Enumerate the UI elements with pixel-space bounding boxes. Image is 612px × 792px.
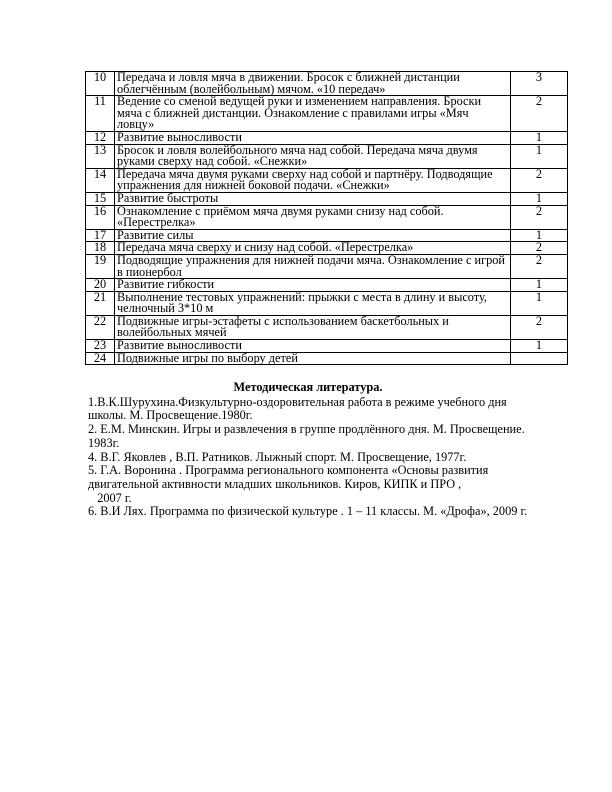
- row-topic: Передача мяча двумя руками сверху над собой и партнёру. Подводящие упражнения для нижней боковой подачи. «Снежки»: [115, 168, 511, 192]
- row-hours: 2: [511, 315, 568, 339]
- row-hours: 2: [511, 96, 568, 132]
- row-hours: 2: [511, 168, 568, 192]
- row-topic: Развитие быстроты: [115, 192, 511, 205]
- row-number: 11: [86, 96, 115, 132]
- row-topic: Развитие гибкости: [115, 279, 511, 292]
- literature-item-1: 1.В.К.Шурухина.Физкультурно-оздоровительная работа в режиме учебного дня школы. М. Просвещение.1980г.: [88, 394, 507, 423]
- row-number: 13: [86, 144, 115, 168]
- row-topic: Подводящие упражнения для нижней подачи мяча. Ознакомление с игрой в пионербол: [115, 254, 511, 278]
- row-topic: Передача и ловля мяча в движении. Бросок с ближней дистанции облегчённым (волейбольным) мячом. «10 передач»: [115, 72, 511, 96]
- row-hours: 1: [511, 144, 568, 168]
- literature-item-2: 2. Е.М. Минскин. Игры и развлечения в группе продлённого дня. М. Просвещение. 1983г.: [88, 422, 525, 450]
- row-hours: 1: [511, 131, 568, 144]
- row-number: 24: [86, 352, 115, 365]
- table-row: [86, 144, 568, 168]
- literature-item-5: 5. Г.А. Воронина . Программа регионального компонента «Основы развития двигательной активности младших школьников. Киров, КИПК и ПРО ,: [88, 463, 489, 491]
- row-hours: 1: [511, 229, 568, 242]
- row-hours: 2: [511, 254, 568, 278]
- row-topic: Выполнение тестовых упражнений: прыжки с места в длину и высоту, челночный 3*10 м: [115, 291, 511, 315]
- row-hours: 1: [511, 340, 568, 353]
- row-topic: Ознакомление с приёмом мяча двумя руками снизу над собой. «Перестрелка»: [115, 205, 511, 229]
- row-number: 15: [86, 192, 115, 205]
- row-topic: Передача мяча сверху и снизу над собой. «Перестрелка»: [115, 242, 511, 255]
- table-row: [86, 254, 568, 278]
- row-hours: 2: [511, 205, 568, 229]
- row-number: 21: [86, 291, 115, 315]
- table-row: [86, 291, 568, 315]
- methodical-literature-section: [88, 381, 528, 519]
- literature-title: Методическая литература.: [233, 380, 383, 394]
- row-topic: Подвижные игры-эстафеты с использованием баскетбольных и волейбольных мячей: [115, 315, 511, 339]
- literature-item-5-year: 2007 г.: [88, 490, 132, 505]
- row-number: 18: [86, 242, 115, 255]
- row-number: 14: [86, 168, 115, 192]
- row-topic: Ведение со сменой ведущей руки и изменением направления. Броски мяча с ближней дистанции. Ознакомление с правилами игры «Мяч ловцу»: [115, 96, 511, 132]
- table-row: [86, 72, 568, 96]
- row-number: 20: [86, 279, 115, 292]
- table-row: [86, 96, 568, 132]
- row-hours: 1: [511, 291, 568, 315]
- row-number: 23: [86, 340, 115, 353]
- row-topic: Бросок и ловля волейбольного мяча над собой. Передача мяча двумя руками сверху над собой. «Снежки»: [115, 144, 511, 168]
- row-topic: Развитие выносливости: [115, 131, 511, 144]
- row-number: 19: [86, 254, 115, 278]
- literature-item-6: 6. В.И Лях. Программа по физической культуре . 1 – 11 классы. М. «Дрофа», 2009 г.: [88, 504, 528, 519]
- row-number: 10: [86, 72, 115, 96]
- row-topic: Развитие силы: [115, 229, 511, 242]
- row-hours: [511, 352, 568, 365]
- table-row: [86, 315, 568, 339]
- row-topic: Подвижные игры по выбору детей: [115, 352, 511, 365]
- row-number: 16: [86, 205, 115, 229]
- table-row: [86, 205, 568, 229]
- row-topic: Развитие выносливости: [115, 340, 511, 353]
- literature-item-4: 4. В.Г. Яковлев , В.П. Ратников. Лыжный спорт. М. Просвещение, 1977г.: [88, 449, 467, 464]
- row-number: 17: [86, 229, 115, 242]
- row-number: 12: [86, 131, 115, 144]
- row-hours: 1: [511, 192, 568, 205]
- table-row: [86, 352, 568, 365]
- row-hours: 2: [511, 242, 568, 255]
- lesson-plan-table: [85, 71, 568, 365]
- row-hours: 3: [511, 72, 568, 96]
- table-row: [86, 168, 568, 192]
- row-hours: 1: [511, 279, 568, 292]
- row-number: 22: [86, 315, 115, 339]
